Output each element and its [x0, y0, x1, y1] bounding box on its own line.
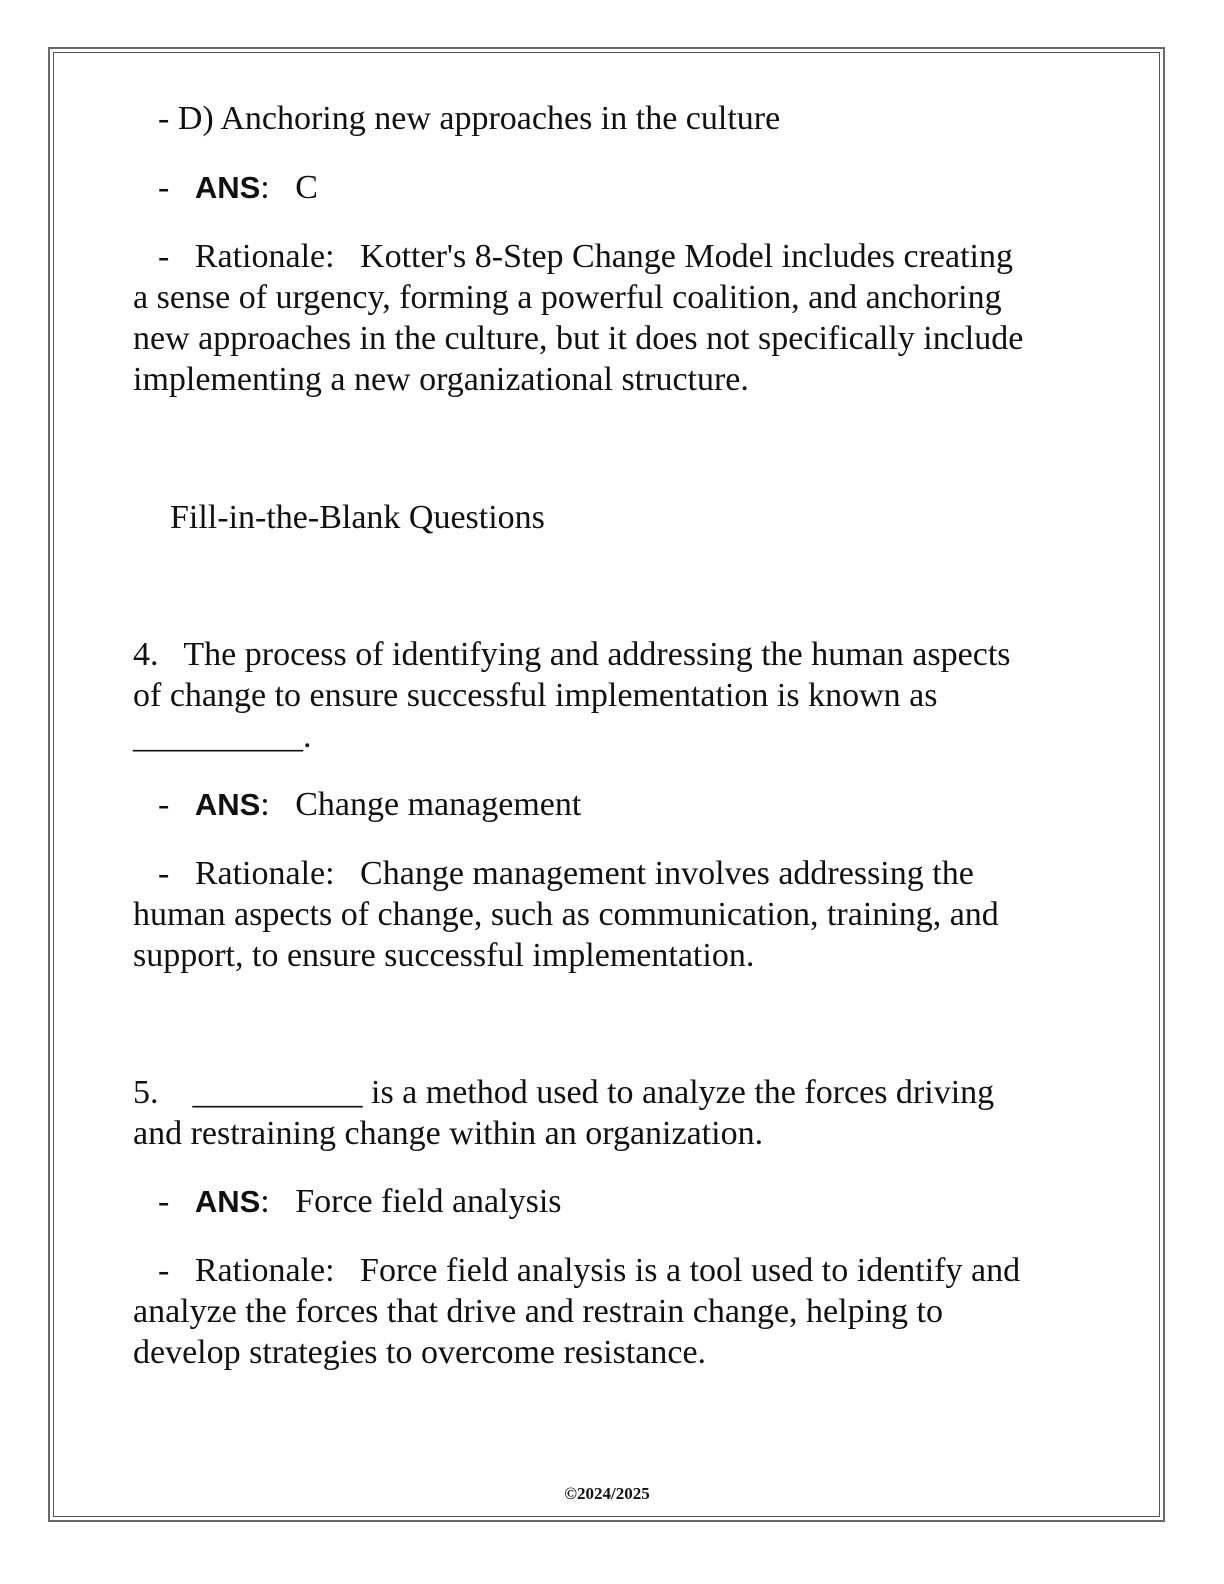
q3-rationale-line: new approaches in the culture, but it does not specifically include	[133, 320, 1024, 357]
q4-rationale-line: - Rationale: Change management involves addressing the	[158, 855, 974, 892]
q5-rationale	[133, 1250, 1093, 1373]
q5-rationale-line: analyze the forces that drive and restrain change, helping to	[133, 1293, 943, 1330]
section-heading: Fill-in-the-Blank Questions	[170, 499, 545, 536]
q4-answer-line: - ANS: Change management	[158, 786, 582, 823]
q4-rationale-line: human aspects of change, such as communication, training, and	[133, 896, 999, 933]
q5-answer-prefix: -	[158, 1183, 170, 1220]
q5-answer-line: - ANS: Force field analysis	[158, 1183, 562, 1220]
q4-question-line: __________.	[133, 718, 312, 755]
q5-answer-label: ANS	[194, 1184, 261, 1219]
q3-rationale-line: implementing a new organizational structure.	[133, 361, 749, 398]
q5-rationale-line: - Rationale: Force field analysis is a tool used to identify and	[158, 1252, 1021, 1289]
q5-answer-value: Force field analysis	[295, 1183, 562, 1220]
copyright-footer: ©2024/2025	[564, 1484, 650, 1503]
q4-answer-label: ANS	[194, 787, 261, 822]
q3-answer-value: C	[295, 169, 318, 206]
q3-answer-prefix: -	[158, 169, 170, 206]
q4-question-line: 4. The process of identifying and addressing the human aspects	[133, 636, 1011, 673]
q3-rationale	[133, 236, 1093, 400]
q4-question	[133, 634, 1093, 757]
q5-question-line: 5. __________ is a method used to analyze the forces driving	[133, 1074, 995, 1111]
q4-answer-prefix: -	[158, 786, 170, 823]
q4-rationale	[133, 853, 1093, 976]
q5-question	[133, 1072, 1093, 1154]
q4-rationale-line: support, to ensure successful implementation.	[133, 937, 755, 974]
q4-answer-value: Change management	[295, 786, 582, 823]
q3-rationale-line: - Rationale: Kotter's 8-Step Change Model includes creating	[158, 238, 1013, 275]
q3-option-d: - D) Anchoring new approaches in the culture	[158, 100, 781, 137]
q4-question-line: of change to ensure successful implementation is known as	[133, 677, 938, 714]
q3-rationale-line: a sense of urgency, forming a powerful coalition, and anchoring	[133, 279, 1002, 316]
q3-answer-label: ANS	[194, 170, 261, 205]
q5-question-line: and restraining change within an organization.	[133, 1115, 764, 1152]
q3-answer-line: - ANS: C	[158, 169, 318, 206]
q5-rationale-line: develop strategies to overcome resistance.	[133, 1334, 707, 1371]
